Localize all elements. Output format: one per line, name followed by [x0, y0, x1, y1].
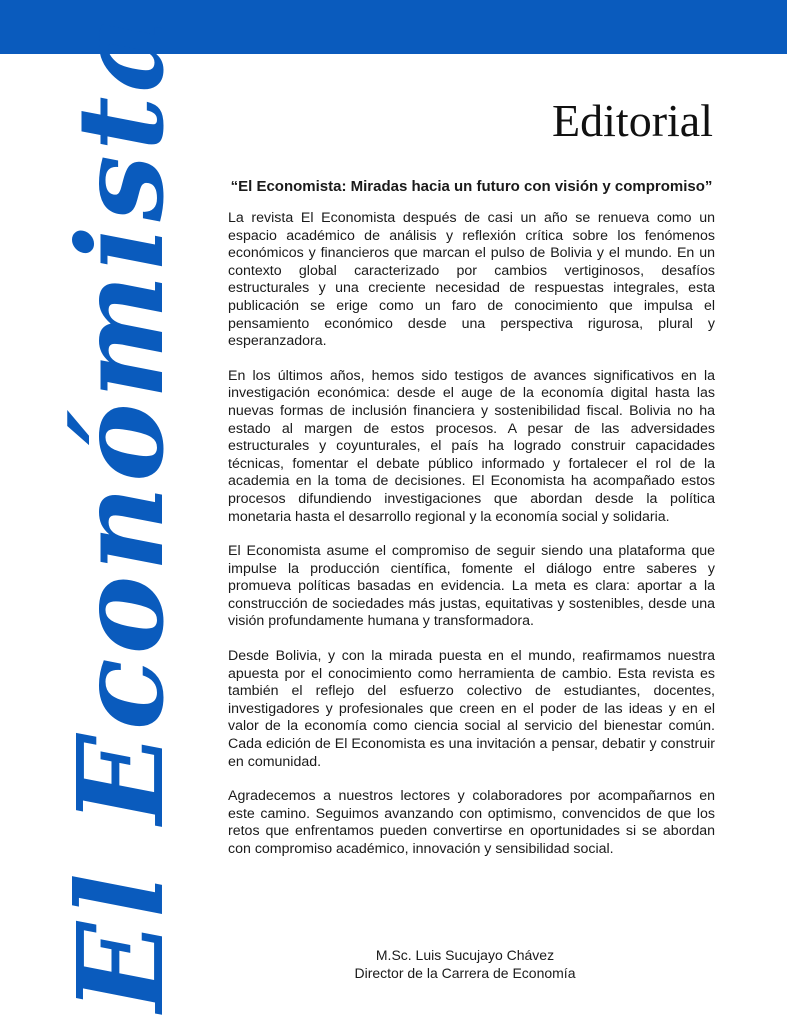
- paragraph: En los últimos años, hemos sido testigos de avances significativos en la investigación económica: desde el auge de la economía digital hasta las nuevas formas de inclusión financiera y sostenibilidad fiscal. Bolivia no ha estado al margen de estos procesos. A pesar de las adversidades estructurales y coyunturales, el país ha logrado construir capacidades técnicas, fomentar el debate público informado y fortalecer el rol de la academia en la toma de decisiones. El Economista ha acompañado estos procesos difundiendo investigaciones que abordan desde la política monetaria hasta el desarrollo regional y la economía social y solidaria.: [228, 367, 715, 525]
- magazine-title-text: El Económista: [51, 12, 190, 1012]
- editorial-body: [228, 210, 715, 876]
- signature-block: [330, 946, 600, 982]
- paragraph: El Economista asume el compromiso de seguir siendo una plataforma que impulse la producción científica, fomente el diálogo entre saberes y promueva políticas basadas en evidencia. La meta es clara: aportar a la construcción de sociedades más justas, equitativas y sostenibles, desde una visión profundamente humana y transformadora.: [228, 543, 715, 630]
- signature-name: M.Sc. Luis Sucujayo Chávez: [375, 947, 555, 963]
- paragraph: Agradecemos a nuestros lectores y colaboradores por acompañarnos en este camino. Seguimos avanzando con optimismo, convencidos de que los retos que enfrentamos pueden convertirse en oportunidades si se abordan con compromiso académico, innovación y sensibilidad social.: [228, 788, 715, 857]
- page-title: Editorial: [552, 95, 713, 146]
- signature-role: Director de la Carrera de Economía: [354, 965, 576, 981]
- paragraph: La revista El Economista después de casi un año se renueva como un espacio académico de análisis y reflexión crítica sobre los fenómenos económicos y financieros que marcan el pulso de Bolivia y el mundo. En un contexto global caracterizado por cambios vertiginosos, desafíos estructurales y una creciente necesidad de respuestas integrales, esta publicación se erige como un faro de conocimiento que impulsa el pensamiento económico desde una perspectiva rigurosa, plural y esperanzadora.: [228, 210, 715, 350]
- editorial-subtitle: “El Economista: Miradas hacia un futuro con visión y compromiso”: [230, 178, 713, 195]
- paragraph: Desde Bolivia, y con la mirada puesta en el mundo, reafirmamos nuestra apuesta por el conocimiento como herramienta de cambio. Esta revista es también el reflejo del esfuerzo colectivo de estudiantes, docentes, investigadores y profesionales que creen en el poder de las ideas y en el valor de la economía como ciencia social al servicio del bienestar común. Cada edición de El Economista es una invitación a pensar, debatir y construir en comunidad.: [228, 648, 715, 770]
